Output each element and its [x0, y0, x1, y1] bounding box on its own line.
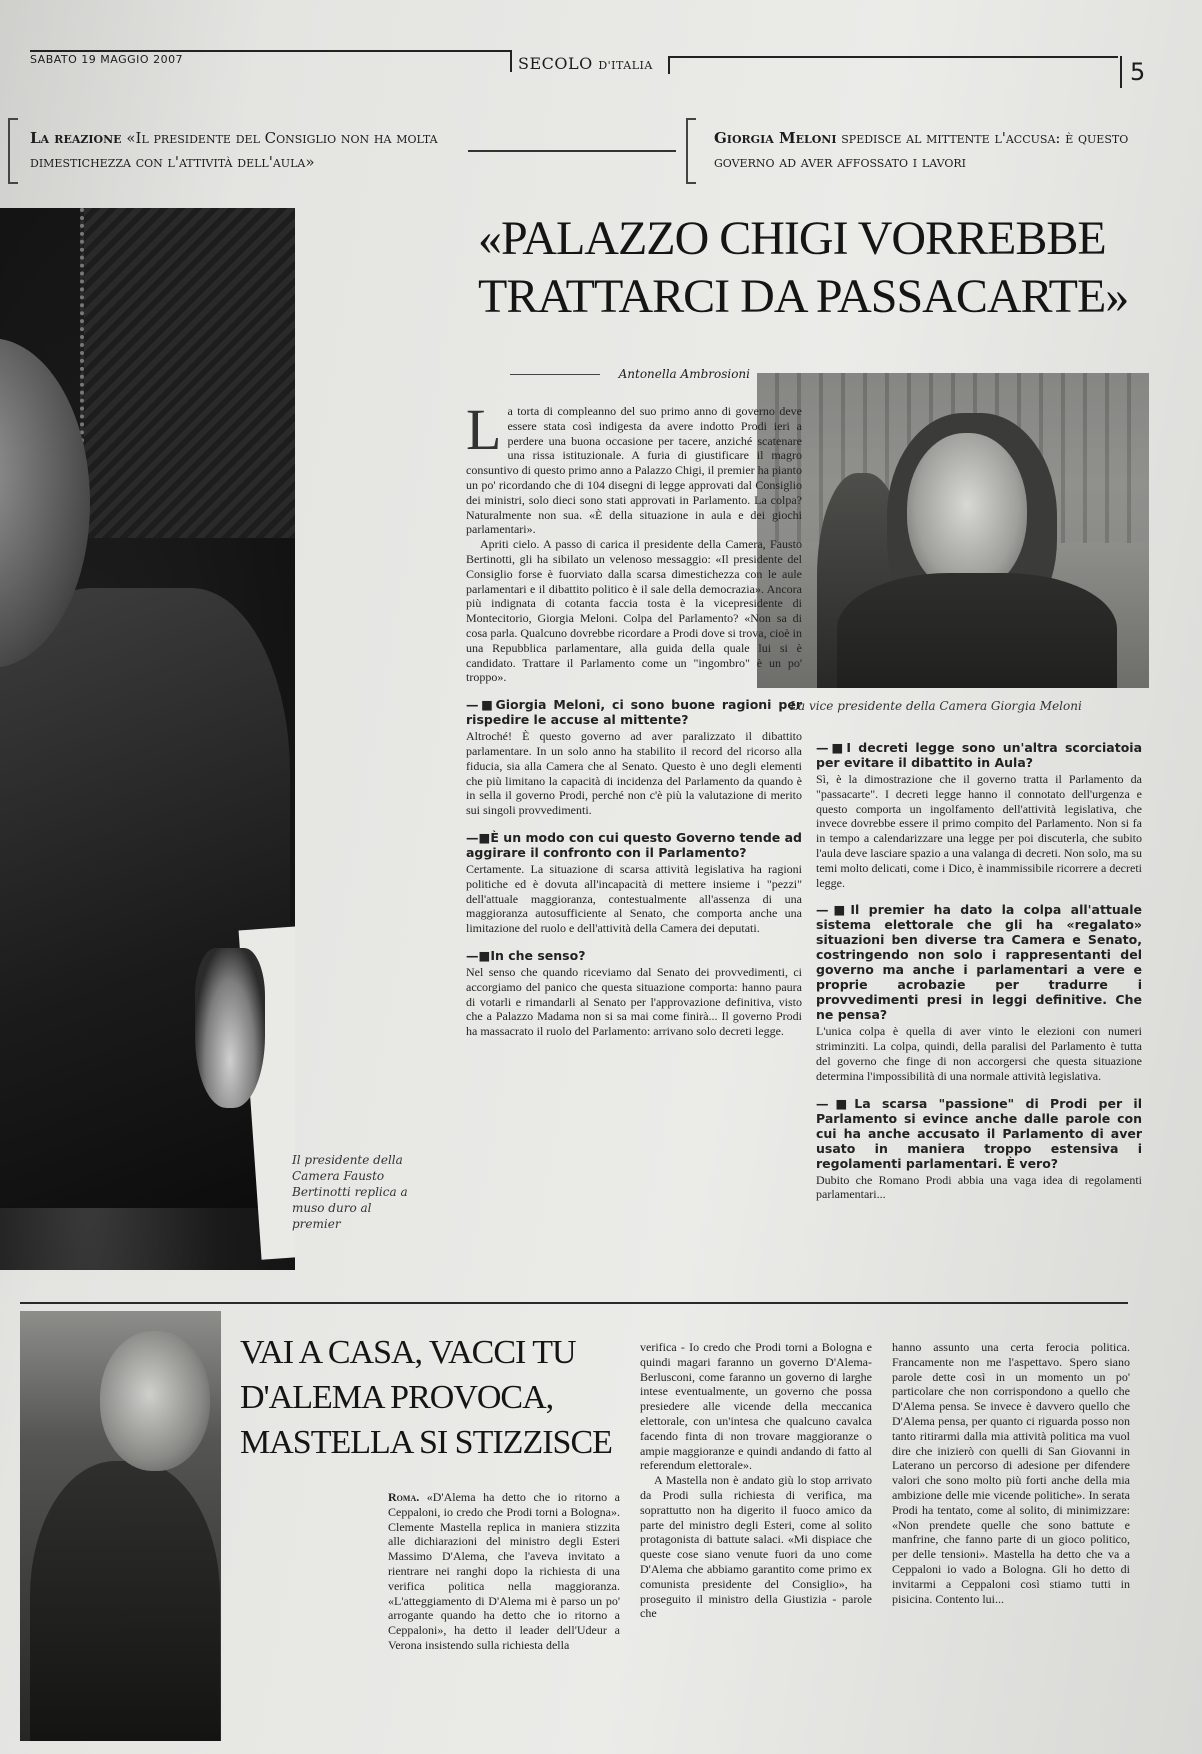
paragraph: hanno assunto una certa ferocia politica. Francamente non me l'aspettavo. Spero siano parole dette così in un momento un po' particolare che non corrispondono a quello che D'Alema pensa. Se invece è davvero quello che D'Alema pensa, per quanto ci riguarda posso non tanto ritirarmi dalla mia attività politica ma vuol dire che inizierò con quelli di San Giovanni in Laterano un percorso di adesione per difendere valori che sono molto più forti anche della mia ambizione delle mie vicende politiche». In serata Prodi ha tentato, come al solito, di minimizzare: «Non prendete quelle che sono battute e manfrine, che fanno parte di un gioco politico, per delle tensioni». Mastella ha detto che va a Ceppaloni io vado a Bologna. Gli ho detto di invitarmi a Ceppaloni così stiamo tutti in pisicina. Contento lui... — [892, 1340, 1130, 1606]
main-article-column-2 — [816, 740, 1142, 1202]
interview-question: —■ Giorgia Meloni, ci sono buone ragioni per rispedire le accuse al mittente? — [466, 697, 802, 727]
issue-date: SABATO 19 MAGGIO 2007 — [30, 53, 184, 66]
kicker-left-text: «Il presidente del Consiglio non ha molta dimestichezza con l'attività dell'aula» — [30, 129, 438, 171]
photo-bertinotti — [0, 208, 295, 1270]
page-number: 5 — [1120, 56, 1156, 88]
photo-mastella — [20, 1311, 221, 1741]
masthead-rule-right — [668, 56, 1118, 58]
interview-answer: Certamente. La situazione di scarsa attività legislativa ha ragioni politiche ed è dovuta all'incapacità di mettere insieme i "pezzi" dell'attuale maggioranza, contestualmente all'assenza di una maggioranza autosufficiente al Senato, che comporta anche una limitazione del ruolo e dell'attività della Camera dei deputati. — [466, 861, 802, 936]
caption-left-photo: Il presidente della Camera Fausto Bertinotti replica a muso duro al premier — [292, 1153, 408, 1231]
paragraph: Apriti cielo. A passo di carica il presidente della Camera, Fausto Bertinotti, gli ha sibilato un velenoso messaggio: «Il presidente del Consiglio forse è fuorviato dalla scarsa dimestichezza con le aule parlamentari e il dibattito politico è il sale della democrazia». Ancora più indignata di cotanta faccia tosta è la vicepresidente di Montecitorio, Giorgia Meloni. Colpa del Parlamento? «Non sa di cosa parla. Qualcuno dovrebbe ricordare a Prodi dove si trova, cioè in una Repubblica parlamentare, alla guida della quale lui si è candidato. Trattare il Parlamento come un "ingombro" è un po' troppo». — [466, 537, 802, 685]
paragraph: verifica - Io credo che Prodi torni a Bologna e quindi magari faranno un governo D'Alema-Berlusconi, come faranno un governo di larghe intese eventualmente, un governo che possa presiedere alle vicende della meccanica elettorale, con un'intesa che qualcuno cavalca facendo finta di non trovare maggioranze o ampie maggioranze e quindi andando di fatto al referendum elettorale». — [640, 1340, 872, 1473]
intro-paragraph: a torta di compleanno del suo primo anno di governo deve essere stata così indigesta da avere indotto Prodi ieri a perdere una buona occasione per tacere, anziché scatenare una rissa istituzionale. A furia di giustificare il magro consuntivo di questo primo anno a Palazzo Chigi, il premier ha pianto un po' ricordando che di 104 disegni di legge approvati dal Consiglio dei ministri, solo dieci sono stati approvati in Parlamento. La colpa? Naturalmente non sua. «È della situazione in aula e dei giochi parlamentari». — [466, 404, 802, 537]
kicker-right-text: spedisce al mittente l'accusa: è questo governo ad aver affossato i lavori — [714, 129, 1129, 171]
second-headline: VAI A CASA, VACCI TU D'ALEMA PROVOCA, MASTELLA SI STIZZISCE — [240, 1334, 612, 1461]
interview-question: —■ La scarsa "passione" di Prodi per il Parlamento si evince anche dalle parole con cui ha anche accusato il Parlamento di aver usato in maniera troppo estensiva i regolamenti parlamentari. È vero? — [816, 1096, 1142, 1171]
paragraph: «D'Alema ha detto che io ritorno a Ceppaloni, io credo che Prodi torni a Bologna». Clemente Mastella replica in maniera stizzita alle dichiarazioni del ministro degli Esteri Massimo D'Alema, che l'aveva invitato a rientrare nei ranghi dopo la richiesta di una verifica politica nella maggioranza. «L'atteggiamento di D'Alema mi è parso un po' arrogante quando ha detto che io ritorno a Ceppaloni», ha detto il leader dell'Udeur a Verona insistendo sulla richiesta della — [388, 1490, 621, 1652]
dropcap: L — [466, 397, 502, 462]
paragraph: A Mastella non è andato giù lo stop arrivato da Prodi sulla richiesta di verifica, ma soprattutto non ha digerito il fuoco amico da parte del ministro degli Esteri, come al solito protagonista di battute salaci. «Mi dispiace che queste cose siano venute fuori da uno come D'Alema che abbiamo garantito come primo ex comunista presidente del Consiglio», ha proseguito il ministro della Giustizia - parole che — [640, 1473, 872, 1621]
masthead-tick — [668, 56, 670, 74]
main-article-column-1 — [466, 397, 803, 1039]
newspaper-name — [518, 54, 653, 73]
main-headline: «PALAZZO CHIGI VORREBBE TRATTARCI DA PASSACARTE» — [478, 212, 1129, 323]
interview-answer: Sì, è la dimostrazione che il governo tratta il Parlamento da "passacarte". I decreti legge hanno il connotato dell'urgenza e questo comporta un ingolfamento dell'attività legislativa, che invece dovrebbe essere il primo compito del Parlamento. Non si fa in tempo a calendarizzare una legge per poi discuterla, che subito l'aula deve lasciare spazio a una valanga di decreti. Non solo, ma su temi molto delicati, come i Dico, è inammissibile ricorrere a decreti legge. — [816, 772, 1142, 890]
caption-right-photo: La vice presidente della Camera Giorgia Meloni — [790, 699, 1082, 713]
newspaper-name-main: SECOLO — [518, 54, 593, 73]
photo-meloni — [757, 373, 1149, 688]
interview-question: —■ I decreti legge sono un'altra scorciatoia per evitare il dibattito in Aula? — [816, 740, 1142, 770]
kicker-right — [714, 126, 1154, 174]
interview-answer: Nel senso che quando riceviamo dal Senato dei provvedimenti, ci accorgiamo del panico che questa situazione comporta: hanno paura di votarli e rimandarli al Senato per l'approvazione definitiva, visto che a Palazzo Madama non si sa mai come finirà... Il governo Prodi ha massacrato il ruolo del Parlamento: arrivano solo decreti legge. — [466, 964, 802, 1039]
interview-answer: L'unica colpa è quella di aver vinto le elezioni con numeri striminziti. La colpa, quindi, della paralisi del Parlamento è tutta del governo che finge di non accorgersi che questa situazione determina l'impossibilità di una normale attività legislativa. — [816, 1024, 1142, 1083]
kicker-left-lead: La reazione — [30, 129, 122, 147]
interview-question: —■ Il premier ha dato la colpa all'attuale sistema elettorale che gli ha «regalato» situazioni ben diverse tra Camera e Senato, costringendo non solo i rappresentanti del governo ma anche i parlamentari a vere e proprie acrobazie per tradurre i provvedimenti presi in leggi definitive. Che ne pensa? — [816, 902, 1142, 1022]
section-divider — [20, 1302, 1128, 1304]
second-article-column-3 — [892, 1340, 1130, 1606]
newspaper-name-suffix: D'ITALIA — [598, 59, 653, 72]
interview-answer: Altroché! È questo governo ad aver paralizzato il dibattito parlamentare. In un solo anno ha stabilito il record del ricorso alla fiducia, sia alla Camera che al Senato. Questo è uno degli elementi che più limitano la capacità di incidenza del Parlamento da quando è in sella il governo Prodi, perché non c'è più la valutazione di merito sui singoli provvedimenti. — [466, 729, 802, 818]
interview-question: —■ In che senso? — [466, 948, 802, 963]
kicker-bracket-right — [686, 118, 696, 184]
masthead-rule-left — [30, 50, 510, 52]
interview-answer: Dubito che Romano Prodi abbia una vaga idea di regolamenti parlamentari... — [816, 1172, 1142, 1202]
kicker-bracket-left — [8, 118, 18, 184]
kicker-right-lead: Giorgia Meloni — [714, 129, 837, 147]
byline: Antonella Ambrosioni — [618, 367, 750, 381]
second-article-column-2 — [640, 1340, 872, 1621]
masthead-tick — [510, 50, 512, 72]
second-article-column-1 — [388, 1490, 620, 1653]
dateline: Roma. — [388, 1490, 420, 1504]
kicker-left — [30, 126, 470, 174]
kicker-rule — [468, 150, 676, 152]
interview-question: —■ È un modo con cui questo Governo tende ad aggirare il confronto con il Parlamento? — [466, 830, 802, 860]
